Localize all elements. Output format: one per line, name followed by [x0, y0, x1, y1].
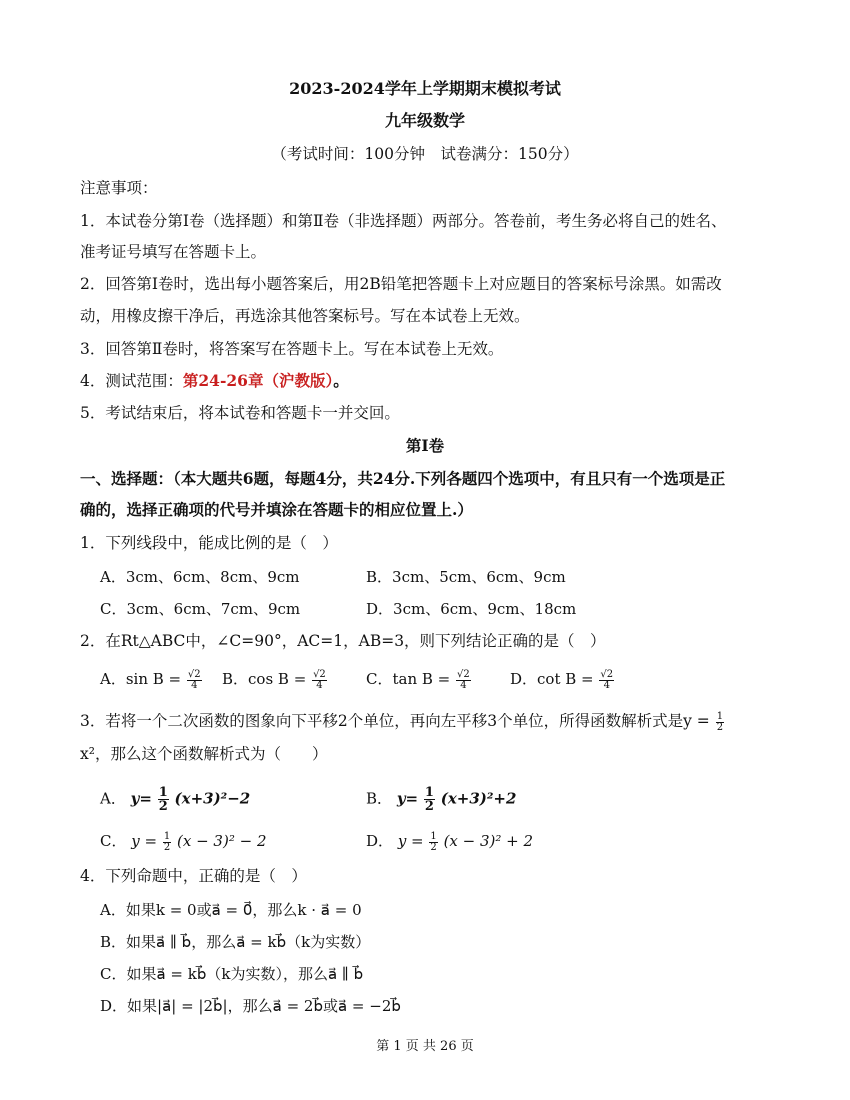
q3-option-b-label: B． — [366, 789, 393, 808]
notice-item-1-line-2: 准考证号填写在答题卡上。 — [80, 243, 267, 261]
frac-den: 4 — [191, 679, 198, 691]
notice-item-3: 3．回答第Ⅱ卷时，将答案写在答题卡上。写在本试卷上无效。 — [80, 340, 504, 358]
fraction — [424, 786, 435, 813]
q3-option-a-label: A． — [100, 789, 126, 808]
notice-item-2-line-1: 2．回答第Ⅰ卷时，选出每小题答案后，用2B铅笔把答题卡上对应题目的答案标号涂黑。如需改 — [80, 275, 722, 293]
frac-num: 1 — [424, 785, 434, 800]
frac-num: 1 — [716, 710, 724, 722]
q3-stem-line-1 — [80, 710, 778, 733]
notice-heading: 注意事项： — [80, 179, 158, 197]
q3-option-d-lhs: y = — [397, 832, 424, 850]
fraction — [158, 786, 169, 813]
q4-stem: 4．下列命题中，正确的是（ ） — [80, 867, 307, 885]
notice-item-4 — [80, 370, 778, 392]
test-range: 第24-26章（沪教版） — [182, 371, 334, 390]
frac-den: 2 — [716, 721, 724, 733]
q3-option-d — [366, 830, 533, 853]
q4-option-a: A．如果k = 0或a⃗ = 0⃗，那么k · a⃗ = 0 — [100, 901, 362, 919]
q2-option-a-text: A．sin B = — [100, 670, 182, 688]
section-1-line-1: 一、选择题：（本大题共6题，每题4分，共24分.下列各题四个选项中，有且只有一个选项是正 — [80, 469, 726, 488]
q2-option-c — [366, 668, 472, 691]
part-1-title: 第Ⅰ卷 — [405, 436, 445, 455]
q3-option-a-rhs: (x+3)²−2 — [174, 789, 251, 808]
frac-num: 1 — [163, 830, 171, 842]
frac-num: 1 — [158, 785, 168, 800]
q4-option-b: B．如果a⃗ ∥ b⃗，那么a⃗ = kb⃗（k为实数） — [100, 933, 371, 951]
q3-option-c-lhs: y = — [131, 832, 158, 850]
frac-num: √2 — [457, 668, 470, 680]
q2-stem: 2．在Rt△ABC中，∠C=90°，AC=1，AB=3，则下列结论正确的是（ ） — [80, 632, 606, 650]
fraction — [187, 670, 202, 691]
q1-option-a: A．3cm、6cm、8cm、9cm — [100, 568, 300, 586]
frac-num: √2 — [313, 668, 326, 680]
frac-den: 2 — [163, 841, 171, 853]
q3-option-c-rhs: (x − 3)² − 2 — [177, 832, 267, 850]
notice-item-4-suffix: 。 — [333, 371, 349, 390]
q1-option-c: C．3cm、6cm、7cm、9cm — [100, 600, 301, 618]
q3-option-b — [366, 786, 516, 813]
exam-title: 2023-2024学年上学期期末模拟考试 — [289, 79, 561, 98]
q2-option-d-text: D．cot B = — [510, 670, 594, 688]
frac-num: 1 — [430, 830, 437, 842]
q2-option-c-text: C．tan B = — [366, 670, 451, 688]
frac-den: 2 — [158, 799, 168, 814]
frac-den: 4 — [603, 679, 610, 691]
notice-item-5: 5．考试结束后，将本试卷和答题卡一并交回。 — [80, 404, 400, 422]
q3-stem-line-2: x²，那么这个函数解析式为（ ） — [80, 745, 328, 763]
frac-num: √2 — [600, 668, 614, 680]
q2-option-b-text: B．cos B = — [222, 670, 307, 688]
page-footer: 第 1 页 共 26 页 — [376, 1039, 474, 1054]
q3-option-b-lhs: y= — [396, 789, 419, 808]
frac-den: 4 — [460, 679, 467, 691]
exam-subtitle: 九年级数学 — [384, 111, 465, 130]
frac-den: 2 — [430, 841, 437, 853]
fraction — [716, 712, 724, 733]
fraction — [599, 670, 614, 691]
notice-item-2-line-2: 动，用橡皮擦干净后，再选涂其他答案标号。写在本试卷上无效。 — [80, 307, 530, 325]
q1-option-b: B．3cm、5cm、6cm、9cm — [366, 568, 566, 586]
q3-option-a — [100, 786, 250, 813]
notice-item-4-prefix: 4．测试范围： — [80, 372, 183, 390]
q3-option-b-rhs: (x+3)²+2 — [440, 789, 517, 808]
q3-option-d-label: D． — [366, 832, 394, 850]
q2-option-d — [510, 668, 615, 691]
q2-option-b — [222, 668, 328, 691]
q3-option-c — [100, 830, 267, 853]
q4-option-c: C．如果a⃗ = kb⃗（k为实数），那么a⃗ ∥ b⃗ — [100, 965, 364, 983]
notice-item-1-line-1: 1．本试卷分第Ⅰ卷（选择题）和第Ⅱ卷（非选择题）两部分。答卷前，考生务必将自己的姓名、 — [80, 212, 727, 230]
fraction — [163, 832, 171, 853]
fraction — [312, 670, 327, 691]
frac-num: √2 — [187, 668, 201, 680]
q3-option-d-rhs: (x − 3)² + 2 — [443, 832, 534, 850]
fraction — [456, 670, 471, 691]
q1-option-d: D．3cm、6cm、9cm、18cm — [366, 600, 577, 618]
frac-den: 4 — [316, 679, 323, 691]
fraction — [429, 832, 437, 853]
q1-stem: 1．下列线段中，能成比例的是（ ） — [80, 534, 338, 552]
section-1-line-2: 确的，选择正确项的代号并填涂在答题卡的相应位置上.） — [80, 500, 473, 519]
q4-option-d: D．如果|a⃗| = |2b⃗|，那么a⃗ = 2b⃗或a⃗ = −2b⃗ — [100, 997, 401, 1015]
exam-info: （考试时间：100分钟 试卷满分：150分） — [271, 145, 579, 163]
frac-den: 2 — [424, 799, 434, 814]
q2-option-a — [100, 668, 203, 691]
q3-option-c-label: C． — [100, 832, 127, 850]
q3-stem-text: 3．若将一个二次函数的图象向下平移2个单位，再向左平移3个单位，所得函数解析式是y = — [80, 712, 710, 730]
q3-option-a-lhs: y= — [130, 789, 152, 808]
